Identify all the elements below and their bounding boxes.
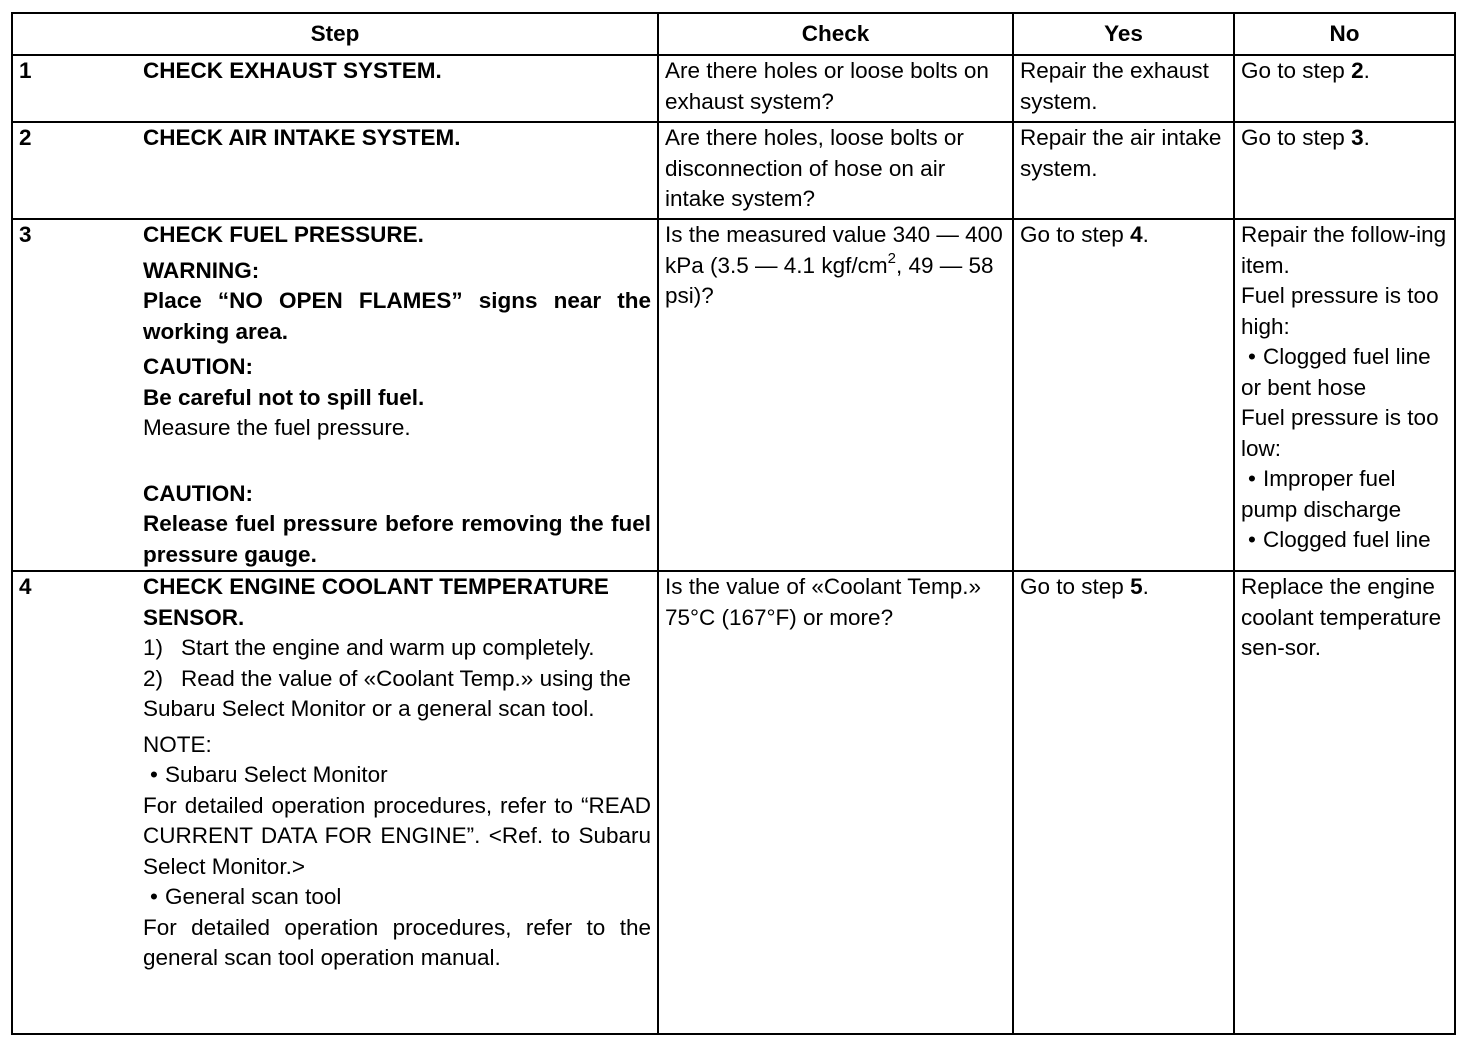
step-title: CHECK ENGINE COOLANT TEMPERATURE SENSOR. xyxy=(143,574,609,630)
procedure-step: 1) Start the engine and warm up completely. xyxy=(143,635,595,660)
caution-text: Be careful not to spill fuel. xyxy=(143,384,425,410)
bullet-item: • Improper fuel pump discharge xyxy=(1241,464,1448,525)
instruction-text: Measure the fuel pressure. xyxy=(143,415,411,440)
no-cell xyxy=(1234,122,1455,219)
header-check: Check xyxy=(658,13,1013,55)
goto-step: 4 xyxy=(1130,222,1143,247)
procedure-step: 2) Read the value of «Coolant Temp.» using the Subaru Select Monitor or a general scan tool. xyxy=(143,665,631,721)
check-cell xyxy=(658,55,1013,122)
step-cell xyxy=(12,122,658,219)
yes-cell xyxy=(1013,219,1234,571)
no-cell xyxy=(1234,571,1455,1034)
step-number: 1 xyxy=(19,58,32,83)
check-text: Is the measured value 340 — 400 kPa (3.5 — 4.1 kgf/$cm^2$, 49 — 58 psi)? xyxy=(665,222,1003,308)
yes-cell xyxy=(1013,122,1234,219)
header-step: Step xyxy=(12,13,658,55)
note-label: NOTE: xyxy=(143,731,212,757)
note-text: For detailed operation procedures, refer to “READ CURRENT DATA FOR ENGINE”. <Ref. to Subaru Select Monitor.> xyxy=(143,792,651,879)
no-text: Go to step 3. xyxy=(1241,125,1370,150)
step-number: 4 xyxy=(19,574,32,599)
check-text: Is the value of «Coolant Temp.» 75°C (167°F) or more? xyxy=(665,574,982,630)
step-number: 3 xyxy=(19,222,32,247)
table-row xyxy=(12,571,1455,1034)
table-row xyxy=(12,55,1455,122)
step-cell xyxy=(12,219,658,571)
step-cell xyxy=(12,571,658,1034)
step-cell xyxy=(12,55,658,122)
yes-text: Go to step 4. xyxy=(1020,222,1149,247)
caution-text: Release fuel pressure before removing the fuel pressure gauge. xyxy=(143,511,651,567)
check-cell xyxy=(658,122,1013,219)
table-row xyxy=(12,122,1455,219)
check-text: Are there holes, loose bolts or disconnection of hose on air intake system? xyxy=(665,125,964,211)
bullet-item: • General scan tool xyxy=(143,882,651,913)
no-cell xyxy=(1234,55,1455,122)
step-number: 2 xyxy=(19,125,32,150)
no-text: Replace the engine coolant temperature sen-sor. xyxy=(1241,574,1442,660)
bullet-item: • Clogged fuel line xyxy=(1241,525,1448,556)
yes-cell xyxy=(1013,571,1234,1034)
step-title: CHECK FUEL PRESSURE. xyxy=(143,222,424,247)
no-cell xyxy=(1234,219,1455,571)
check-text: Are there holes or loose bolts on exhaust system? xyxy=(665,58,989,114)
check-cell xyxy=(658,571,1013,1034)
yes-text: Repair the air intake system. xyxy=(1020,125,1222,181)
caution-label: CAUTION: xyxy=(143,480,253,506)
diagnostic-procedure-table xyxy=(11,12,1456,1035)
yes-text: Repair the exhaust system. xyxy=(1020,58,1209,114)
warning-label: WARNING: xyxy=(143,257,260,283)
step-title: CHECK AIR INTAKE SYSTEM. xyxy=(143,125,461,150)
no-text: Go to step 2. xyxy=(1241,58,1370,83)
goto-step: 3 xyxy=(1351,125,1364,150)
bullet-item: • Subaru Select Monitor xyxy=(143,760,651,791)
warning-text: Place “NO OPEN FLAMES” signs near the working area. xyxy=(143,288,651,344)
no-text: Repair the follow-ing item. Fuel pressure is too high: • Clogged fuel line or bent hose Fuel pressure is too low: • Improper fuel pump discharge • Clogged fuel line xyxy=(1235,220,1454,556)
header-yes: Yes xyxy=(1013,13,1234,55)
caution-label: CAUTION: xyxy=(143,354,253,379)
yes-cell xyxy=(1013,55,1234,122)
table-header-row xyxy=(12,13,1455,55)
table-row xyxy=(12,219,1455,571)
bullet-item: • Clogged fuel line or bent hose xyxy=(1241,342,1448,403)
goto-step: 5 xyxy=(1130,574,1143,599)
check-cell xyxy=(658,219,1013,571)
step-title: CHECK EXHAUST SYSTEM. xyxy=(143,58,442,83)
yes-text: Go to step 5. xyxy=(1020,574,1149,599)
note-text: For detailed operation procedures, refer to the general scan tool operation manual. xyxy=(143,914,651,970)
header-no: No xyxy=(1234,13,1455,55)
goto-step: 2 xyxy=(1351,58,1364,83)
